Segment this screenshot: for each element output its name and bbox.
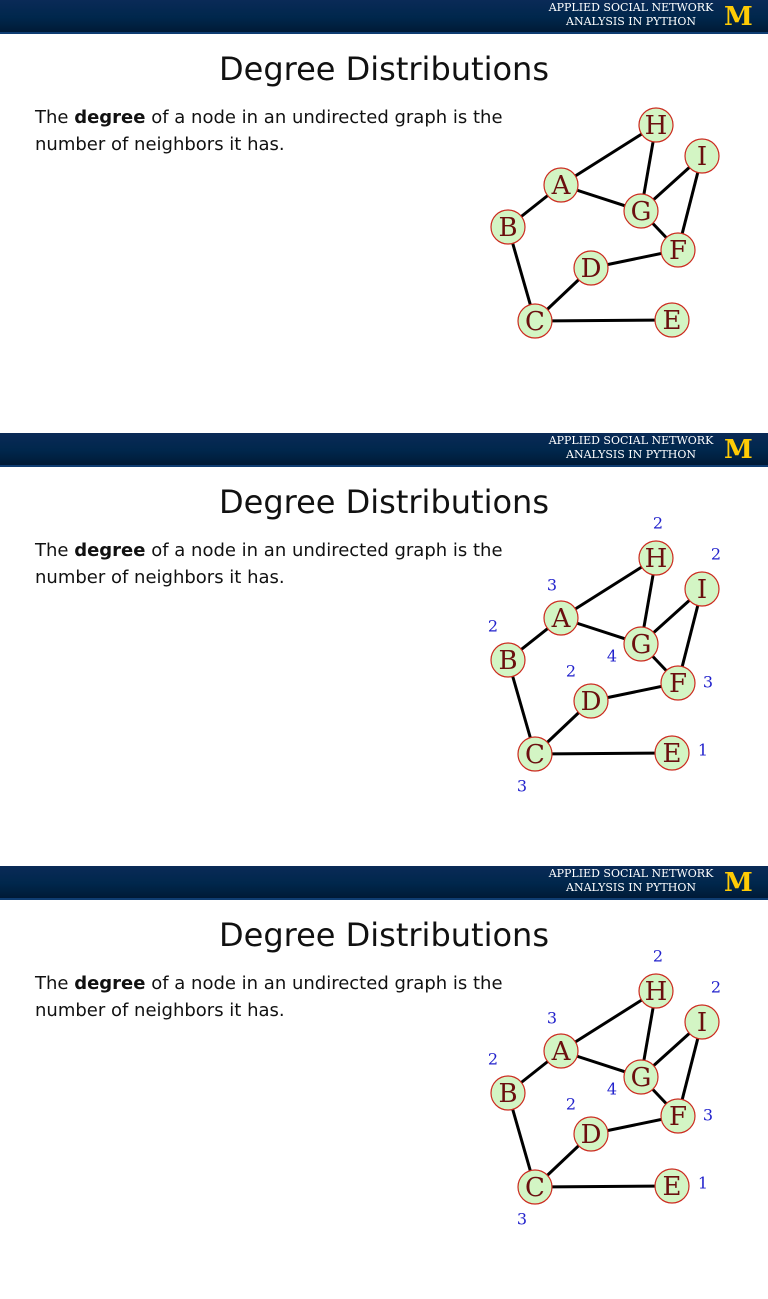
- degree-label-i: 2: [710, 544, 722, 564]
- node-d: [574, 251, 608, 285]
- degree-label-c: 3: [516, 1209, 528, 1229]
- node-e: [655, 1169, 689, 1203]
- course-title-line-2: ANALYSIS IN PYTHON: [566, 15, 696, 28]
- degree-label-b: 2: [487, 616, 499, 636]
- node-h: [639, 974, 673, 1008]
- node-label-g: G: [630, 1063, 652, 1093]
- slide-3: [0, 866, 768, 1229]
- slide-title: Degree Distributions: [219, 916, 549, 954]
- node-label-h: H: [644, 544, 668, 574]
- course-title-line-2: ANALYSIS IN PYTHON: [566, 448, 696, 461]
- body-bold-term: degree: [74, 540, 146, 561]
- node-h: [639, 541, 673, 575]
- edge-c-e: [535, 1186, 672, 1187]
- node-label-f: F: [668, 236, 688, 266]
- node-label-b: B: [498, 213, 518, 243]
- node-label-h: H: [644, 111, 668, 141]
- node-c: [518, 737, 552, 771]
- node-label-f: F: [668, 669, 688, 699]
- node-f: [661, 666, 695, 700]
- node-label-a: A: [551, 604, 571, 634]
- degree-label-h: 2: [652, 946, 664, 966]
- node-b: [491, 210, 525, 244]
- degree-label-e: 1: [697, 740, 709, 760]
- degree-label-d: 2: [565, 1094, 577, 1114]
- course-title-line-1: APPLIED SOCIAL NETWORK: [548, 1, 714, 14]
- node-label-i: I: [696, 575, 708, 605]
- node-f: [661, 233, 695, 267]
- edge-c-e: [535, 753, 672, 754]
- degree-label-c: 3: [516, 776, 528, 796]
- node-i: [685, 139, 719, 173]
- node-label-c: C: [525, 740, 545, 770]
- node-g: [624, 1060, 658, 1094]
- node-a: [544, 601, 578, 635]
- node-g: [624, 627, 658, 661]
- degree-label-a: 3: [546, 575, 558, 595]
- body-bold-term: degree: [74, 107, 146, 128]
- node-e: [655, 303, 689, 337]
- degree-label-g: 4: [606, 646, 618, 666]
- course-title-line-1: APPLIED SOCIAL NETWORK: [548, 434, 714, 447]
- node-h: [639, 108, 673, 142]
- edge-c-e: [535, 320, 672, 321]
- node-label-i: I: [696, 142, 708, 172]
- slide-1: [0, 0, 768, 433]
- body-prefix: The: [35, 973, 75, 994]
- degree-label-d: 2: [565, 661, 577, 681]
- course-title-line-1: APPLIED SOCIAL NETWORK: [548, 867, 714, 880]
- node-c: [518, 304, 552, 338]
- university-logo: M: [724, 2, 752, 32]
- body-prefix: The: [35, 540, 75, 561]
- network-graph: [0, 0, 768, 433]
- body-suffix: of a node in an undirected graph is the number of neighbors it has.: [35, 107, 503, 155]
- node-label-g: G: [630, 197, 652, 227]
- slide-2: [0, 433, 768, 866]
- node-label-c: C: [525, 307, 545, 337]
- body-prefix: The: [35, 107, 75, 128]
- network-graph-with-degrees: [0, 866, 768, 1299]
- node-label-c: C: [525, 1173, 545, 1203]
- degree-label-e: 1: [697, 1173, 709, 1193]
- degree-label-g: 4: [606, 1079, 618, 1099]
- node-label-g: G: [630, 630, 652, 660]
- slide-title: Degree Distributions: [219, 50, 549, 88]
- node-label-e: E: [662, 306, 682, 336]
- node-g: [624, 194, 658, 228]
- node-label-b: B: [498, 646, 518, 676]
- network-graph-with-degrees: [0, 433, 768, 866]
- node-e: [655, 736, 689, 770]
- degree-label-h: 2: [652, 513, 664, 533]
- node-i: [685, 572, 719, 606]
- body-suffix: of a node in an undirected graph is the number of neighbors it has.: [35, 540, 503, 588]
- node-b: [491, 643, 525, 677]
- degree-label-f: 3: [702, 1105, 714, 1125]
- degree-label-a: 3: [546, 1008, 558, 1028]
- node-label-e: E: [662, 1172, 682, 1202]
- node-label-a: A: [551, 171, 571, 201]
- degree-label-b: 2: [487, 1049, 499, 1069]
- node-a: [544, 168, 578, 202]
- body-bold-term: degree: [74, 973, 146, 994]
- node-c: [518, 1170, 552, 1204]
- node-label-b: B: [498, 1079, 518, 1109]
- node-b: [491, 1076, 525, 1110]
- degree-label-f: 3: [702, 672, 714, 692]
- node-a: [544, 1034, 578, 1068]
- body-suffix: of a node in an undirected graph is the number of neighbors it has.: [35, 973, 503, 1021]
- node-d: [574, 684, 608, 718]
- node-label-f: F: [668, 1102, 688, 1132]
- university-logo: M: [724, 435, 752, 465]
- degree-label-i: 2: [710, 977, 722, 997]
- node-i: [685, 1005, 719, 1039]
- node-label-e: E: [662, 739, 682, 769]
- node-label-d: D: [580, 687, 602, 717]
- node-d: [574, 1117, 608, 1151]
- node-label-h: H: [644, 977, 668, 1007]
- node-label-d: D: [580, 254, 602, 284]
- university-logo: M: [724, 868, 752, 898]
- slide-title: Degree Distributions: [219, 483, 549, 521]
- node-f: [661, 1099, 695, 1133]
- node-label-i: I: [696, 1008, 708, 1038]
- node-label-d: D: [580, 1120, 602, 1150]
- course-title-line-2: ANALYSIS IN PYTHON: [566, 881, 696, 894]
- node-label-a: A: [551, 1037, 571, 1067]
